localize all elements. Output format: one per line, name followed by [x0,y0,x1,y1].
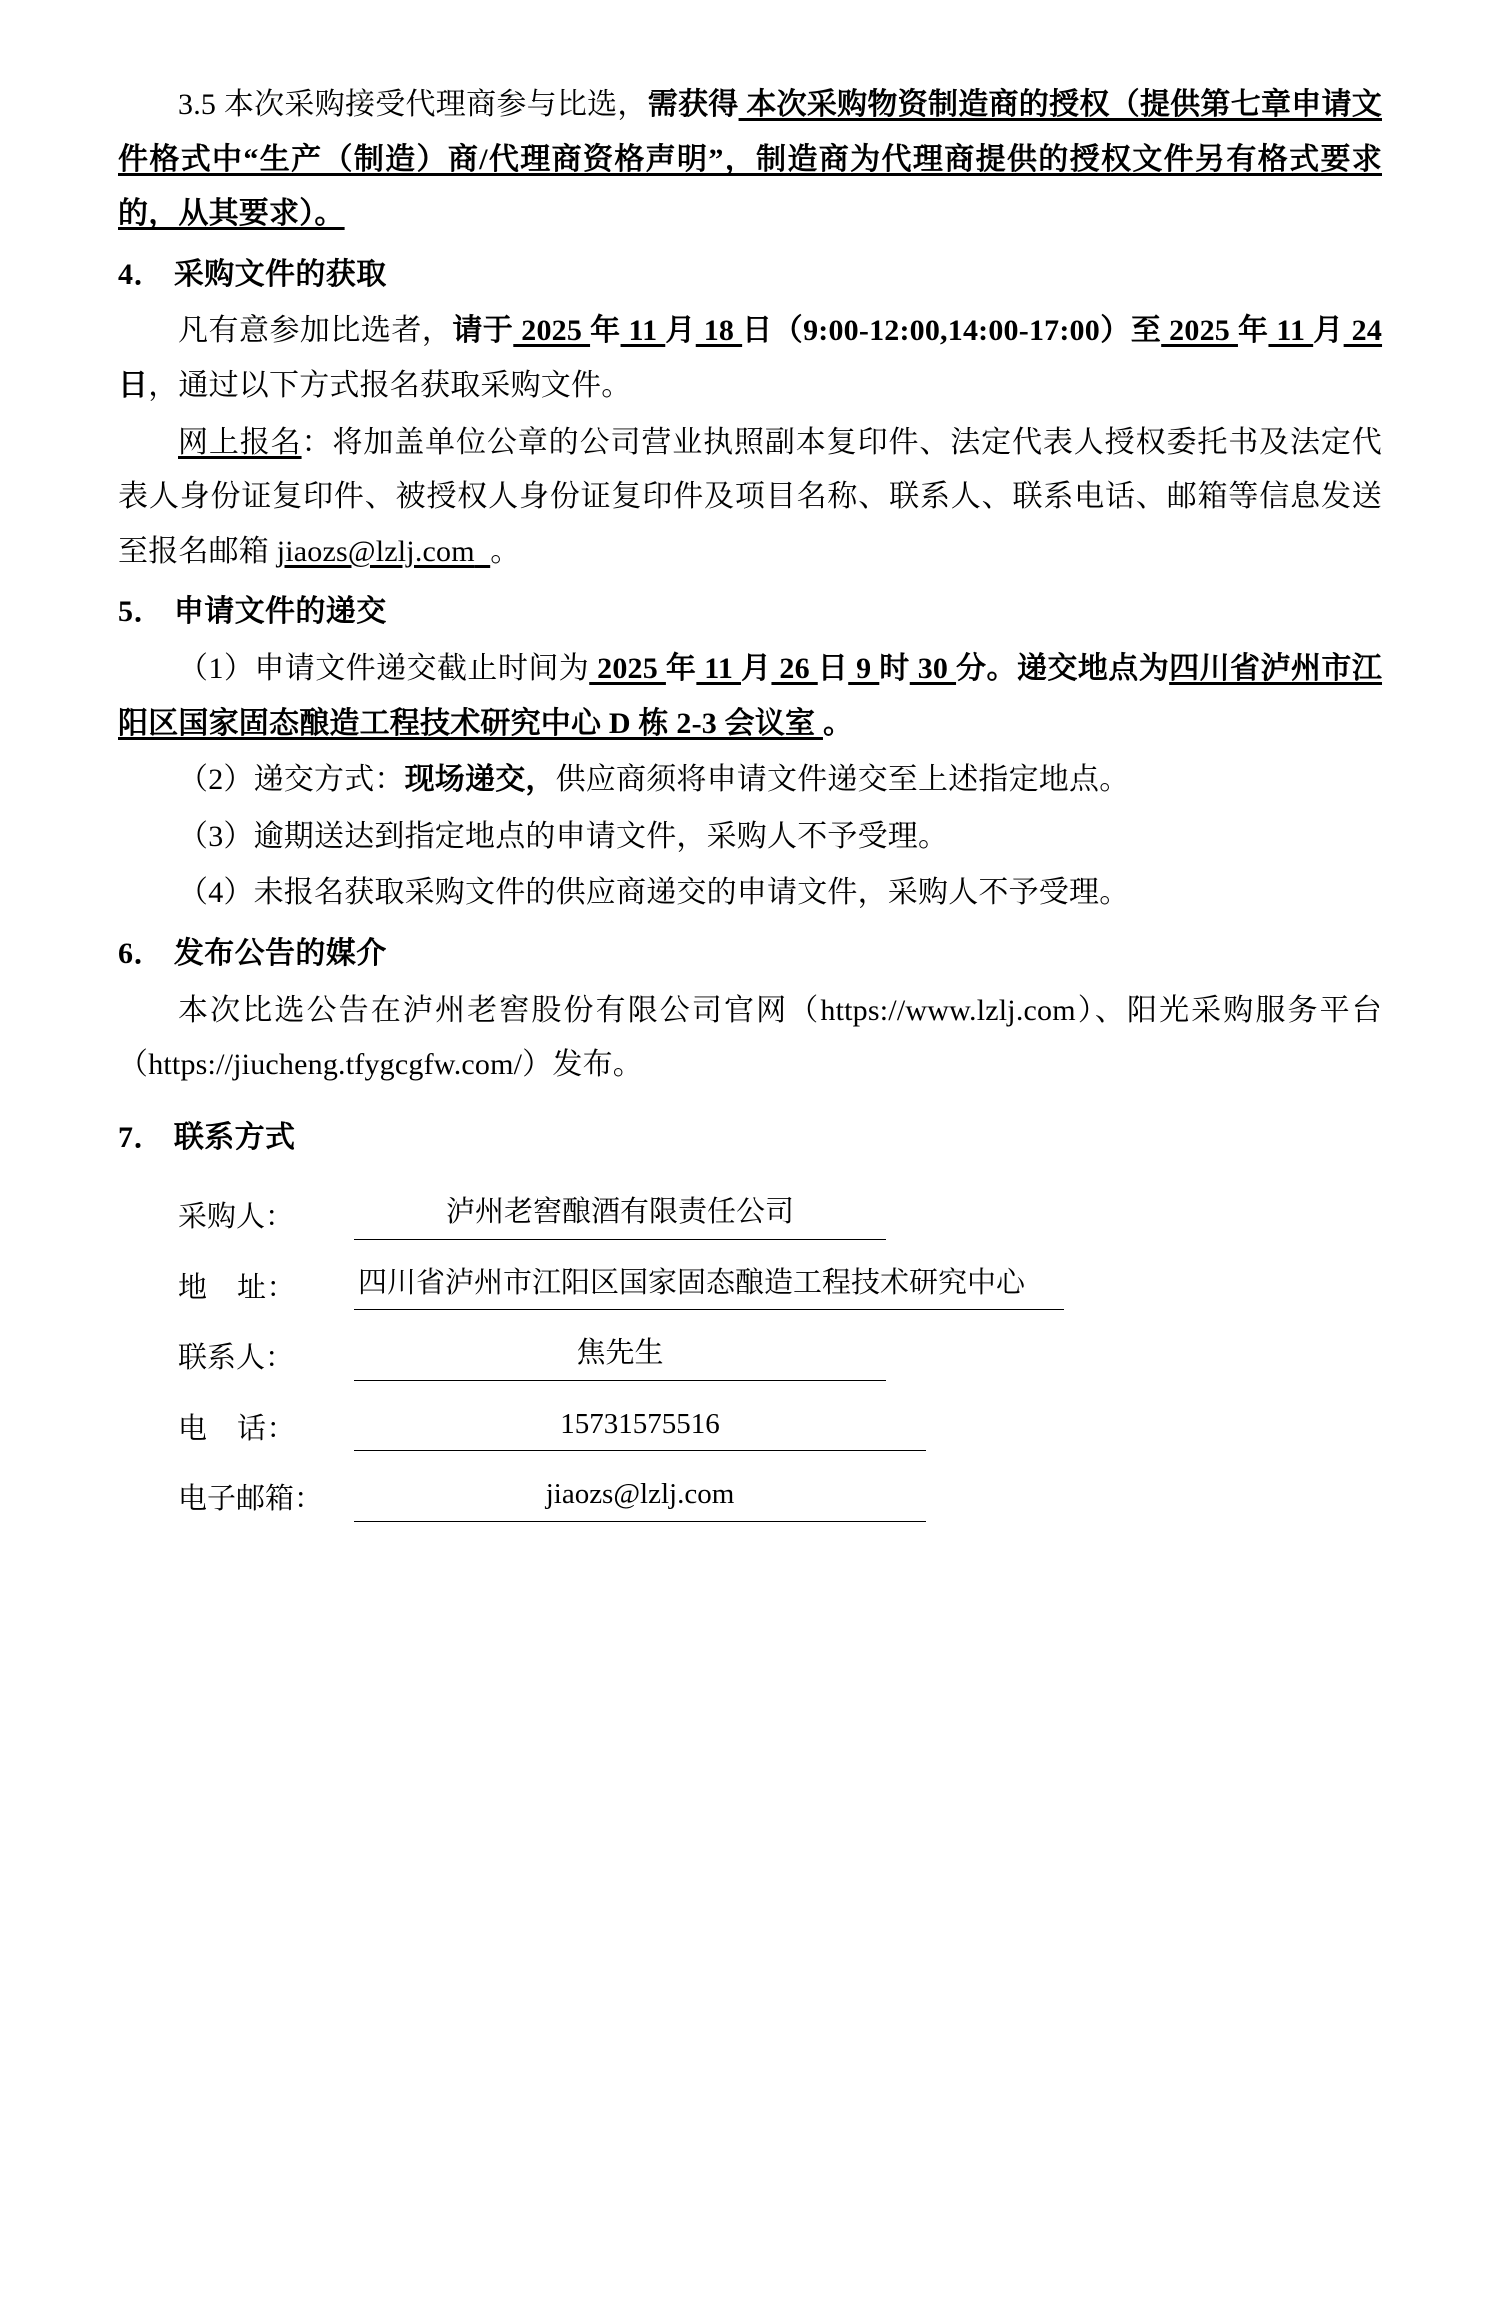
s5-submission-place: 四川省泸州市江阳区国家固态酿造工程技术研究中心 D 栋 2-3 会议室 [118,651,1383,740]
section-5-item-4: （4）未报名获取采购文件的供应商递交的申请文件，采购人不予受理。 [178,876,1130,910]
s5-hour-label: 时 [879,651,910,685]
section-4-title: 采购文件的获取 [173,257,387,291]
clause-3-5-bold-lead: 需获得 [647,88,739,121]
online-registration-tail: 。 [490,534,521,568]
contact-row [118,1262,1382,1311]
contact-row [118,1473,1382,1522]
clause-3-5 [118,78,1382,242]
section-5-item-3: （3）逾期送达到指定地点的申请文件，采购人不予受理。 [178,819,949,853]
s4-date1-day: 18 [695,314,743,348]
s5-deadline-year: 2025 [589,651,666,685]
online-registration-label: 网上报名 [178,425,302,459]
section-6-heading [118,927,1382,982]
section-5-title: 申请文件的递交 [173,595,387,629]
section-5-item-2 [118,753,1382,808]
s5-item2-bold: 现场递交， [404,763,556,797]
s4-p1-part1: 凡有意参加比选者， [178,314,453,348]
section-6-paragraph: 本次比选公告在泸州老窖股份有限公司官网（https://www.lzlj.com）、阳光采购服务平台（https://jiucheng.tfygcgfw.com/）发布。 [118,993,1382,1082]
contact-row [118,1191,1382,1240]
s4-date1-month: 11 [620,314,666,348]
s4-p1-bold-lead: 请于 [452,314,514,348]
section-7-heading [118,1111,1382,1166]
s5-item2-prefix: （2）递交方式： [178,763,405,797]
contact-value-purchaser: 泸州老窖酿酒有限责任公司 [354,1191,886,1240]
s4-date2-month: 11 [1268,314,1314,348]
online-registration-text: ：将加盖单位公章的公司营业执照副本复印件、法定代表人授权委托书及法定代表人身份证复印件、被授权人身份证复印件及项目名称、联系人、联系电话、邮箱等信息发送至报名邮箱 [118,425,1382,568]
s4-year-label-2: 年 [1237,314,1269,348]
s4-month-label-2: 月 [1313,314,1344,348]
s4-day-label-2: 日 [118,368,149,402]
contact-value-phone: 15731575516 [354,1403,926,1452]
contact-label-phone: 电 话： [178,1412,297,1445]
s5-deadline-hour: 9 [848,651,880,685]
contact-value-email: jiaozs@lzlj.com [354,1473,926,1522]
section-6-number: 6． [118,936,164,970]
section-7-number: 7． [118,1120,164,1154]
section-5-heading [118,585,1382,640]
contact-row [118,1403,1382,1452]
contact-label-address: 地 址： [178,1271,297,1304]
s5-item1-tail: 。 [822,706,854,740]
clause-3-5-underlined: 本次采购物资制造商的授权（提供第七章申请文件格式中“生产（制造）商/代理商资格声明”，制造商为代理商提供的授权文件另有格式要求的，从其要求）。 [118,88,1382,231]
section-5-item-1 [118,642,1382,751]
section-4-number: 4． [118,257,164,291]
s4-p1-tail: ，通过以下方式报名获取采购文件。 [148,368,632,402]
section-4-heading [118,248,1382,303]
s4-year-label-1: 年 [590,314,621,348]
contact-label-email: 电子邮箱： [178,1483,324,1516]
s5-deadline-month: 11 [696,651,741,685]
s4-date2-year: 2025 [1161,314,1238,348]
contact-value-person: 焦先生 [354,1332,886,1381]
contact-label-person: 联系人： [178,1342,295,1375]
s4-date2-day: 24 [1343,314,1383,348]
contact-row [118,1332,1382,1381]
s4-month-label-1: 月 [665,314,696,348]
clause-3-5-prefix: 3.5 本次采购接受代理商参与比选， [178,88,648,121]
s5-month-label: 月 [741,651,772,685]
s5-item1-prefix: （1）申请文件递交截止时间为 [178,651,590,685]
s5-place-lead: 递交地点为 [1016,651,1170,685]
s5-deadline-day: 26 [771,651,818,685]
s5-minute-label: 分。 [956,651,1017,685]
s5-deadline-minute: 30 [909,651,957,685]
s4-day-label-1: 日 [742,314,773,348]
s5-day-label: 日 [817,651,849,685]
section-6-title: 发布公告的媒介 [173,936,387,970]
s5-item2-tail: 供应商须将申请文件递交至上述指定地点。 [555,763,1130,797]
section-7-title: 联系方式 [173,1120,296,1154]
s4-to-label: 至 [1130,314,1162,348]
section-4-paragraph-1 [118,304,1382,413]
s4-date1-year: 2025 [513,314,591,348]
contact-value-address: 四川省泸州市江阳区国家固态酿造工程技术研究中心 [354,1262,1064,1311]
contact-block [118,1191,1382,1522]
s5-year-label: 年 [665,651,697,685]
s4-time-range: （9:00-12:00,14:00-17:00） [772,314,1131,348]
registration-email: jiaozs@lzlj.com [276,534,475,568]
contact-label-purchaser: 采购人： [178,1201,295,1234]
section-4-paragraph-2 [118,416,1382,580]
section-5-number: 5． [118,595,164,629]
